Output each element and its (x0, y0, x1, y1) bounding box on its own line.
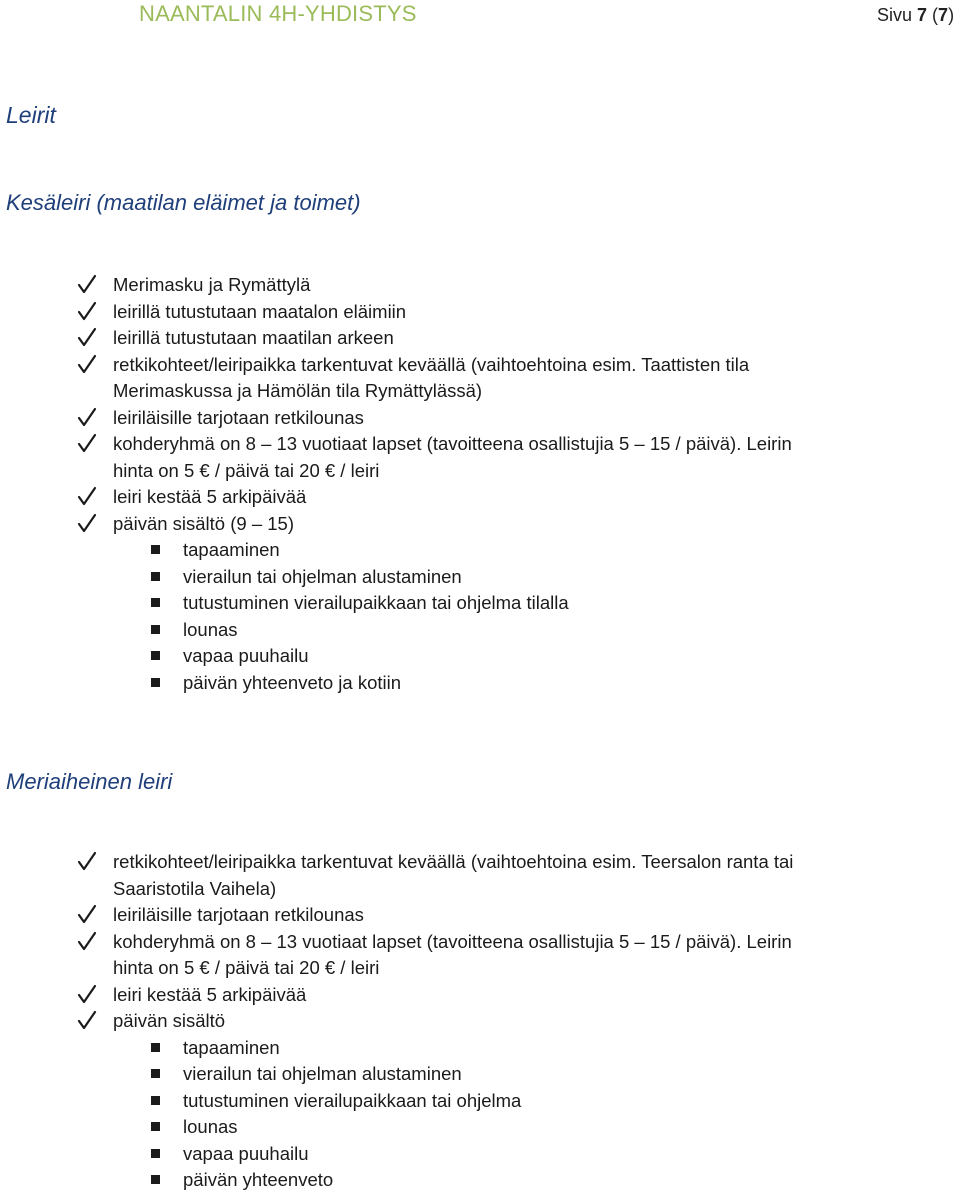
square-bullet-icon (151, 1069, 160, 1078)
checkmark-icon (77, 406, 97, 428)
checklist (0, 272, 900, 696)
list-item: leiriläisille tarjotaan retkilounas (0, 405, 900, 432)
checkmark-icon (77, 300, 97, 322)
list-item: päivän sisältö tapaaminen vierailun tai ohjelman alustaminen tutustuminen vierailupaikkaan tai ohjelma lounas vapaa puuhailu päivän yhteenveto (0, 1008, 900, 1194)
checkmark-icon (77, 326, 97, 348)
sublist-item: vierailun tai ohjelman alustaminen (183, 564, 900, 591)
square-bullet-icon (151, 1175, 160, 1184)
sublist-item: tutustuminen vierailupaikkaan tai ohjelma tilalla (183, 590, 900, 617)
section-heading: Kesäleiri (maatilan eläimet ja toimet) (6, 190, 361, 215)
square-bullet-icon (151, 1096, 160, 1105)
sublist (183, 537, 900, 696)
square-bullet-icon (151, 651, 160, 660)
square-bullet-icon (151, 625, 160, 634)
sublist-item: tapaaminen (183, 537, 900, 564)
sublist-item: lounas (183, 617, 900, 644)
list-item: kohderyhmä on 8 – 13 vuotiaat lapset (tavoitteena osallistujia 5 – 15 / päivä). Leirin hinta on 5 € / päivä tai 20 € / leiri (0, 929, 900, 982)
checkmark-icon (77, 512, 97, 534)
square-bullet-icon (151, 1122, 160, 1131)
document-title: Leirit (6, 102, 56, 128)
checkmark-icon (77, 485, 97, 507)
checkmark-icon (77, 432, 97, 454)
page-number: Sivu 7 (7) (877, 5, 955, 25)
list-item: päivän sisältö (9 – 15) tapaaminen vierailun tai ohjelman alustaminen tutustuminen vierailupaikkaan tai ohjelma tilalla lounas vapaa puuhailu päivän yhteenveto ja kotiin (0, 511, 900, 697)
sublist-item: lounas (183, 1114, 900, 1141)
square-bullet-icon (151, 1149, 160, 1158)
sublist-item: vierailun tai ohjelman alustaminen (183, 1061, 900, 1088)
square-bullet-icon (151, 545, 160, 554)
sublist-item: tutustuminen vierailupaikkaan tai ohjelma (183, 1088, 900, 1115)
sublist-item: päivän yhteenveto ja kotiin (183, 670, 900, 697)
sublist-item: päivän yhteenveto (183, 1167, 900, 1194)
checkmark-icon (77, 1009, 97, 1031)
sublist-item: vapaa puuhailu (183, 643, 900, 670)
square-bullet-icon (151, 1043, 160, 1052)
list-item: leirillä tutustutaan maatilan arkeen (0, 325, 900, 352)
checkmark-icon (77, 273, 97, 295)
sublist-item: tapaaminen (183, 1035, 900, 1062)
square-bullet-icon (151, 572, 160, 581)
checkmark-icon (77, 983, 97, 1005)
checklist (0, 849, 900, 1194)
square-bullet-icon (151, 678, 160, 687)
organization-name: NAANTALIN 4H-YHDISTYS (139, 1, 417, 26)
list-item: retkikohteet/leiripaikka tarkentuvat keväällä (vaihtoehtoina esim. Taattisten tila Merimaskussa ja Hämölän tila Rymättylässä) (0, 352, 900, 405)
list-item: retkikohteet/leiripaikka tarkentuvat keväällä (vaihtoehtoina esim. Teersalon ranta tai Saaristotila Vaihela) (0, 849, 900, 902)
list-item: leirillä tutustutaan maatalon eläimiin (0, 299, 900, 326)
list-item: leiri kestää 5 arkipäivää (0, 484, 900, 511)
checkmark-icon (77, 850, 97, 872)
checkmark-icon (77, 930, 97, 952)
list-item: leiriläisille tarjotaan retkilounas (0, 902, 900, 929)
list-item: leiri kestää 5 arkipäivää (0, 982, 900, 1009)
checkmark-icon (77, 903, 97, 925)
list-item: Merimasku ja Rymättylä (0, 272, 900, 299)
list-item: kohderyhmä on 8 – 13 vuotiaat lapset (tavoitteena osallistujia 5 – 15 / päivä). Leirin hinta on 5 € / päivä tai 20 € / leiri (0, 431, 900, 484)
section-heading: Meriaiheinen leiri (6, 769, 173, 794)
square-bullet-icon (151, 598, 160, 607)
sublist-item: vapaa puuhailu (183, 1141, 900, 1168)
checkmark-icon (77, 353, 97, 375)
sublist (183, 1035, 900, 1194)
